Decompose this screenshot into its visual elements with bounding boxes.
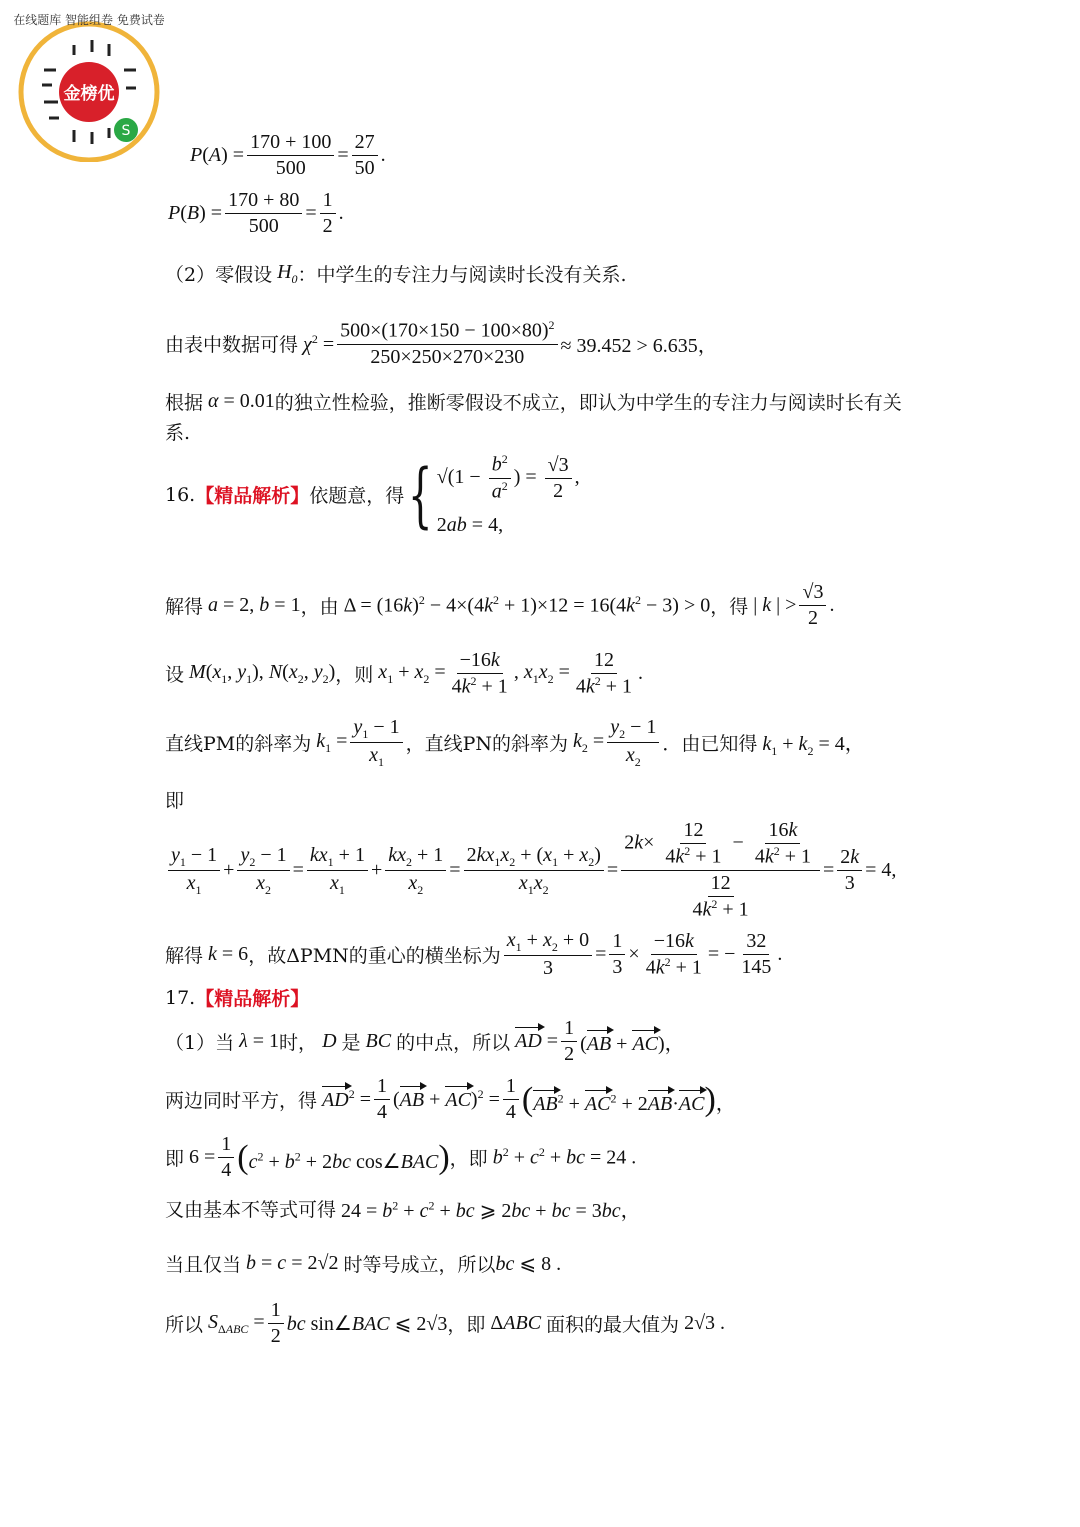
q17-line5: 当且仅当 b = c = 2√2 时等号成立，所以 bc ⩽ 8 .	[165, 1252, 562, 1276]
q16-solve: 解得 a = 2, b = 1 ，由 $\Delta = (16k)^2 - 4\times(4k^2 + 1)\times 12 = 16(4k^2 - 3) > 0$ ，得 | k | > $\frac{√3}{2}$ .	[165, 581, 835, 629]
formula-pb: P ( B ) = $\frac{170 + 80}{500}$ = $\frac{1}{2}$ .	[168, 189, 344, 237]
text-conclusion-end: 系.	[165, 422, 191, 444]
q16-final: 解得 k = 6 ，故ΔPMN的重心的横坐标为 $\frac{x_1 + x_2 + 0}{3}$ = $\frac{1}{3}$ × $\frac{-16k}{4k^2 + 1}$ = − $\frac{32}{145}$ .	[165, 929, 783, 979]
q16-long-equation: $\frac{y_1 - 1}{x_1}$ + $\frac{y_2 - 1}{x_2}$ = $\frac{kx_1 + 1}{x_1}$ + $\frac{kx_2 + 1}{x_2}$ = $\frac{2kx_1x_2 + (x_1 + x_2)}{x_1x_2}$ = 2k× $\frac{12}{4k^2 + 1}$ − $\frac{16k}{4k^2 + 1}$ $\frac{12}{4k^2 + 1}$ = $\frac{2k}{3}$ = 4,	[165, 818, 896, 922]
q17-line2: 两边同时平方，得 $AD^2$ = $\frac{1}{4}$ (AB + AC)$^2$ = $\frac{1}{4}$ $(AB^2 + AC^2 + 2AB\cdot AC)$，	[165, 1075, 736, 1123]
q16-header: 16. 【精品解析】 依题意，得 { √(1 − $\frac{b^2}{a^2}$ ) = $\frac{√3}{2}$ , 2ab = 4,	[165, 452, 580, 537]
q16-ie: 即	[165, 790, 185, 812]
formula-pa: P ( A ) = $\frac{170 + 100}{500}$ = $\frac{27}{50}$ .	[190, 131, 386, 179]
logo-brand-text: 金榜优	[63, 84, 115, 104]
text-h0: （2）零假设 $H_0$ ：中学生的专注力与阅读时长没有关系.	[165, 260, 627, 286]
q16-set: 设 $M(x_1$, $y_1$), $N(x_2$, $y_2$) ，则 $x_1 + x_2$ = $\frac{-16k}{4k^2 + 1}$ , $x_1x_2$ = $\frac{12}{4k^2 + 1}$ .	[165, 649, 644, 698]
formula-chi-square: 由表中数据可得 $\chi^2$ = $\frac{500\times(170\times 150 - 100\times 80)^2}{250\times 250\times 270\times 230}$ ≈ 39.452 > 6.635，	[165, 318, 718, 368]
q17-line6: 所以 $S_{\Delta ABC}$ = $\frac{1}{2}$ bc sin∠BAC ⩽ 2√3 ，即 ΔABC 面积的最大值为 2√3 .	[165, 1299, 726, 1347]
svg-text:S: S	[121, 123, 131, 139]
q17-line4: 又由基本不等式可得 $24 = b^2 + c^2$ + bc ⩾ 2bc + bc = 3bc，	[165, 1198, 641, 1222]
q17-line3: 即 6 = $\frac{1}{4}$ ($c^2 + b^2 + 2bc$ cos∠BAC) ，即 $b^2 + c^2$ + bc = 24 .	[165, 1133, 637, 1181]
q17-line1: （1）当 λ = 1 时， D 是 BC 的中点，所以 AD = $\frac{1}{2}$ (AB + AC)，	[165, 1017, 685, 1065]
brand-logo	[14, 10, 164, 162]
q17-header: 17. 【精品解析】	[165, 986, 310, 1010]
q16-slopes: 直线PM的斜率为 $k_1$ = $\frac{y_1 - 1}{x_1}$ ，直线PN的斜率为 $k_2$ = $\frac{y_2 - 1}{x_2}$ ．由已知得 $k_1 + k_2 = 4$，	[165, 716, 865, 769]
text-conclusion: 根据 α = 0.01 的独立性检验，推断零假设不成立，即认为中学生的专注力与阅读时长有关	[165, 390, 902, 414]
logo-arc-text: 在线题库 智能组卷 免费试卷	[14, 13, 164, 27]
